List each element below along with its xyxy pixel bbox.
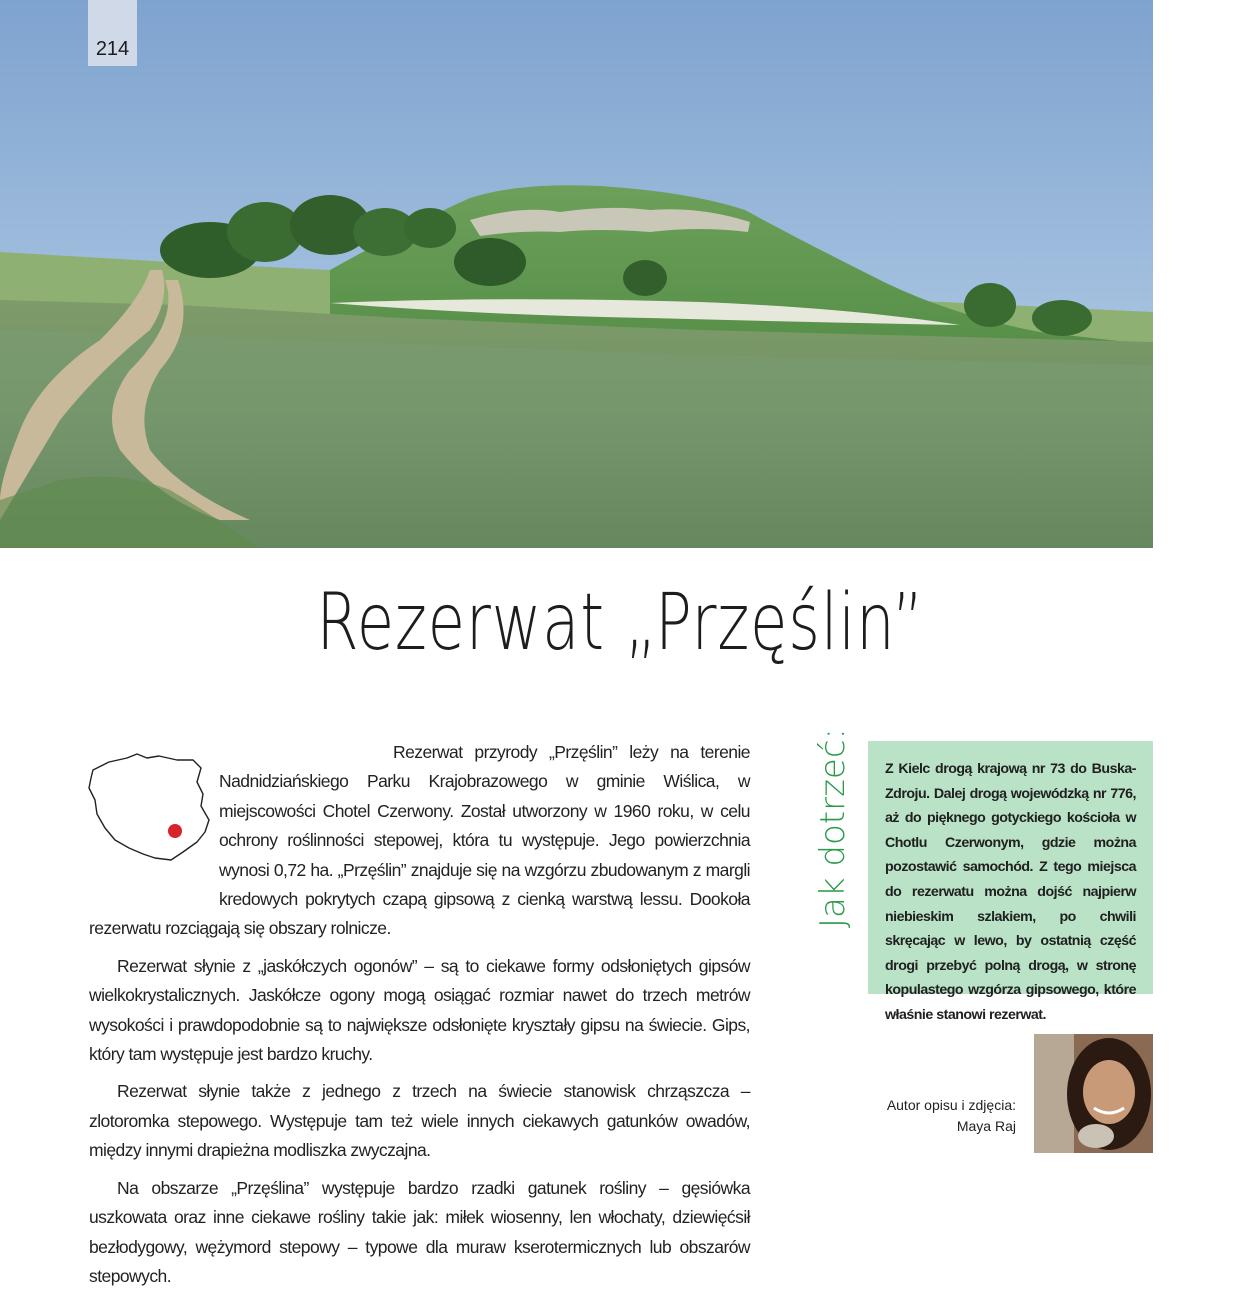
directions-heading	[808, 727, 858, 928]
directions-box: Z Kielc drogą krajową nr 73 do Buska-Zdroju. Dalej drogą wojewódzką nr 776, aż do pięknego gotyckiego kościoła w Chotlu Czerwonym, gdzie można pozostawić samochód. Z tego miejsca do rezerwatu można dojść najpierw niebieskim szlakiem, po chwili skręcając w lewo, by ostatnią część drogi przebyć polną drogą, w stronę kopulastego wzgórza gipsowego, które właśnie stanowi rezerwat.	[868, 741, 1153, 994]
article-body	[89, 738, 750, 1299]
author-photo	[1034, 1034, 1153, 1153]
author-credit	[880, 1095, 1016, 1137]
paragraph: Rezerwat przyrody „Przęślin” leży na terenie Nadnidziańskiego Parku Krajobrazowego w gminie Wiślica, w miejscowości Chotel Czerwony. Został utworzony w 1960 roku, w celu ochrony roślinności stepowej, która tu występuje. Jego powierzchnia wynosi 0,72 ha. „Przęślin” znajduje się na wzgórzu zbudowanym z margli kredowych pokrytych czapą gipsową z cienką warstwą lessu. Dookoła rezerwatu rozciągają się obszary rolnicze.	[89, 742, 750, 939]
paragraph: Rezerwat słynie także z jednego z trzech na świecie stanowisk chrząszcza – zlotoromka stepowego. Występuje tam też wiele innych ciekawych gatunków owadów, między innymi drapieżna modliszka zwyczajna.	[89, 1081, 750, 1161]
paragraph: Na obszarze „Przęślina” występuje bardzo rzadki gatunek rośliny – gęsiówka uszkowata oraz inne ciekawe rośliny takie jak: miłek wiosenny, len włochaty, dziewięćsił bezłodygowy, wężymord stepowy – typowe dla muraw kserotermicznych lub obszarów stepowych.	[89, 1177, 750, 1286]
page-number: 214	[88, 0, 137, 66]
paragraph: Rezerwat słynie z „jaskółczych ogonów” – są to ciekawe formy odsłoniętych gipsów wielkokrystalicznych. Jaskółcze ogony mogą osiągać rozmiar nawet do trzech metrów wysokości i prawdopodobnie są to największe odsłonięte kryształy gipsu na świecie. Gips, który tam występuje jest bardzo kruchy.	[89, 955, 750, 1065]
landscape-photo	[0, 0, 1153, 548]
directions-heading-text: Jak dotrzeć:	[813, 727, 853, 928]
page-title: Rezerwat „Przęślin”	[316, 578, 925, 668]
author-name: Maya Raj	[956, 1118, 1016, 1134]
author-label: Autor opisu i zdjęcia:	[886, 1097, 1016, 1113]
